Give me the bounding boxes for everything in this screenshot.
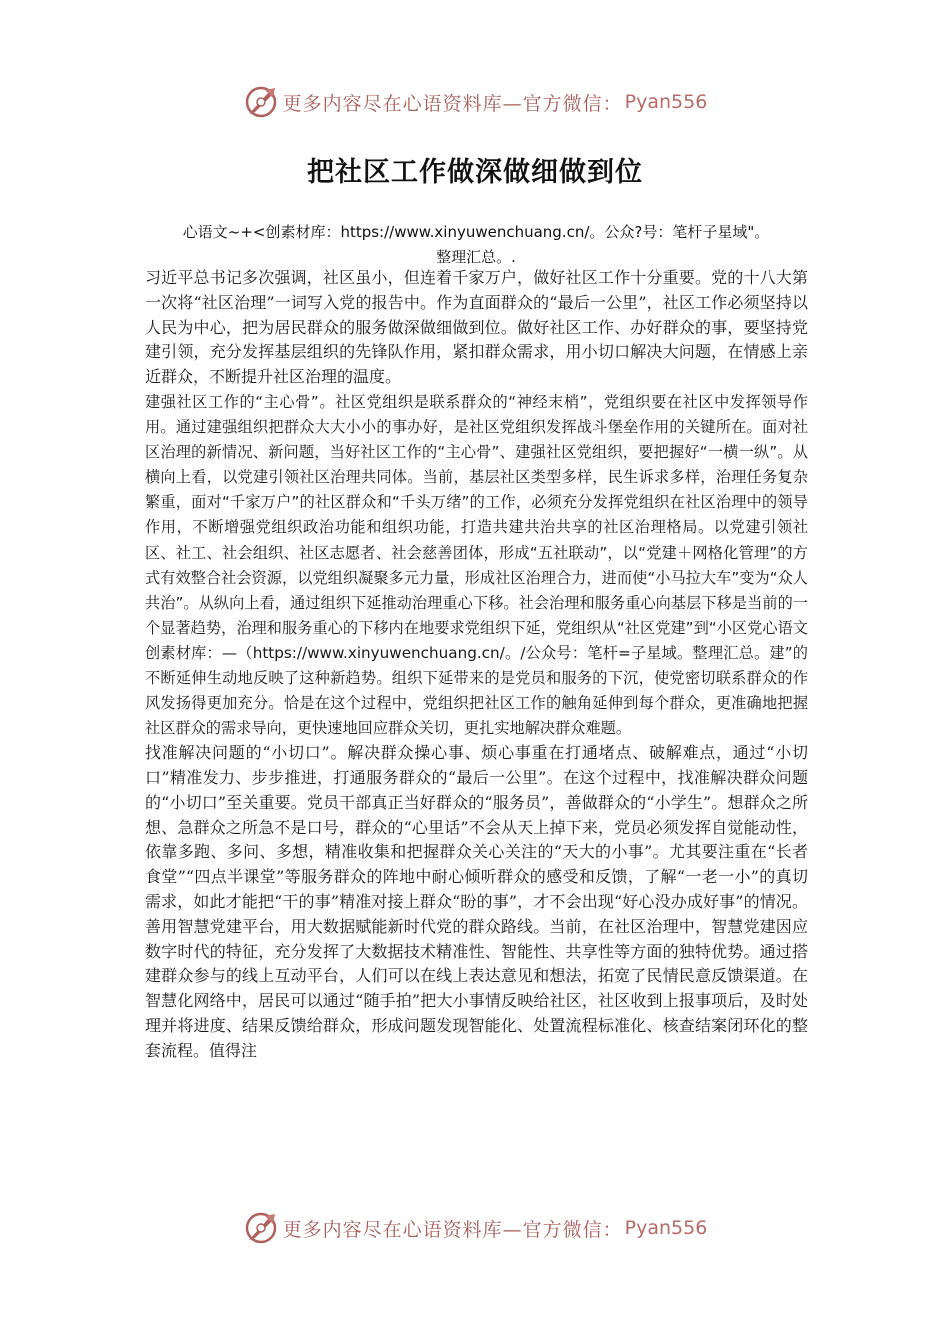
quill-logo-icon bbox=[243, 84, 279, 120]
footer-watermark-banner bbox=[0, 1208, 950, 1248]
paragraph-backbone: 建强社区工作的“主心骨”。社区党组织是联系群众的“神经末梢”，党组织要在社区中发挥领导作用。通过建强组织把群众大大小小的事办好，是社区党组织发挥战斗堡垒作用的关键所在。面对社区治理的新情况、新问题，当好社区工作的“主心骨”、建强社区党组织，要把握好“一横一纵”。从横向上看，以党建引领社区治理共同体。当前，基层社区类型多样，民生诉求多样，治理任务复杂繁重，面对“千家万户”的社区群众和“千头万绪”的工作，必须充分发挥党组织在社区治理中的领导作用，不断增强党组织政治功能和组织功能，打造共建共治共享的社区治理格局。以党建引领社区、社工、社会组织、社区志愿者、社会慈善团体，形成“五社联动”，以“党建＋网格化管理”的方式有效整合社会资源，以党组织凝聚多元力量，形成社区治理合力，进而使“小马拉大车”变为“众人共治”。从纵向上看，通过组织下延推动治理重心下移。社会治理和服务重心向基层下移是当前的一个显著趋势，治理和服务重心的下移内在地要求党组织下延，党组织从“社区党建”到“小区党心语文创素材库：—（https://www.xinyuwenchuang.cn/。/公众号：笔杆=子星域。整理汇总。建”的不断延伸生动地反映了这种新趋势。组织下延带来的是党员和服务的下沉，使党密切联系群众的作风发扬得更加充分。恰是在这个过程中，党组织把社区工作的触角延伸到每个群众，更准确地把握社区群众的需求导向，更快速地回应群众关切，更扎实地解决群众难题。 bbox=[145, 392, 808, 738]
banner-text: 更多内容尽在心语资料库—官方微信： bbox=[282, 1218, 623, 1241]
header-watermark-banner bbox=[0, 82, 950, 122]
document-body bbox=[145, 266, 808, 1064]
banner-wechat-id: Pyan556 bbox=[624, 1217, 708, 1239]
banner-text: 更多内容尽在心语资料库—官方微信： bbox=[282, 92, 623, 115]
document-title: 把社区工作做深做细做到位 bbox=[307, 157, 643, 188]
source-note bbox=[146, 220, 806, 270]
source-line-1: 心语文~+<创素材库：https://www.xinyuwenchuang.cn/。公众?号：笔杆子星域"。 bbox=[182, 223, 770, 241]
banner-wechat-id: Pyan556 bbox=[624, 91, 708, 113]
paragraph-small-entry: 找准解决问题的“小切口”。解决群众操心事、烦心事重在打通堵点、破解难点，通过“小切口”精准发力、步步推进，打通服务群众的“最后一公里”。在这个过程中，找准解决群众问题的“小切口”至关重要。党员干部真正当好群众的“服务员”，善做群众的“小学生”。想群众之所想、急群众之所急不是口号，群众的“心里话”不会从天上掉下来，党员必须发挥自觉能动性，依靠多跑、多问、多想，精准收集和把握群众关心关注的“天大的小事”。尤其要注重在“长者食堂”“四点半课堂”等服务群众的阵地中耐心倾听群众的感受和反馈，了解“一老一小”的真切需求，如此才能把“干的事”精准对接上群众“盼的事”，才不会出现“好心没办成好事”的情况。善用智慧党建平台，用大数据赋能新时代党的群众路线。当前，在社区治理中，智慧党建因应数字时代的特征，充分发挥了大数据技术精准性、智能性、共享性等方面的独特优势。通过搭建群众参与的线上互动平台，人们可以在线上表达意见和想法，拓宽了民情民意反馈渠道。在智慧化网络中，居民可以通过“随手拍”把大小事情反映给社区，社区收到上报事项后，及时处理并将进度、结果反馈给群众，形成问题发现智能化、处置流程标准化、核查结案闭环化的整套流程。值得注 bbox=[145, 743, 808, 1060]
paragraph-intro: 习近平总书记多次强调，社区虽小，但连着千家万户，做好社区工作十分重要。党的十八大第一次将“社区治理”一词写入党的报告中。作为直面群众的“最后一公里”，社区工作必须坚持以人民为中心，把为居民群众的服务做深做细做到位。做好社区工作、办好群众的事，要坚持党建引领，充分发挥基层组织的先锋队作用，紧扣群众需求，用小切口解决大问题，在情感上亲近群众，不断提升社区治理的温度。 bbox=[145, 268, 808, 387]
quill-logo-icon bbox=[243, 1210, 279, 1246]
source-line-2: 整理汇总。. bbox=[436, 248, 516, 266]
